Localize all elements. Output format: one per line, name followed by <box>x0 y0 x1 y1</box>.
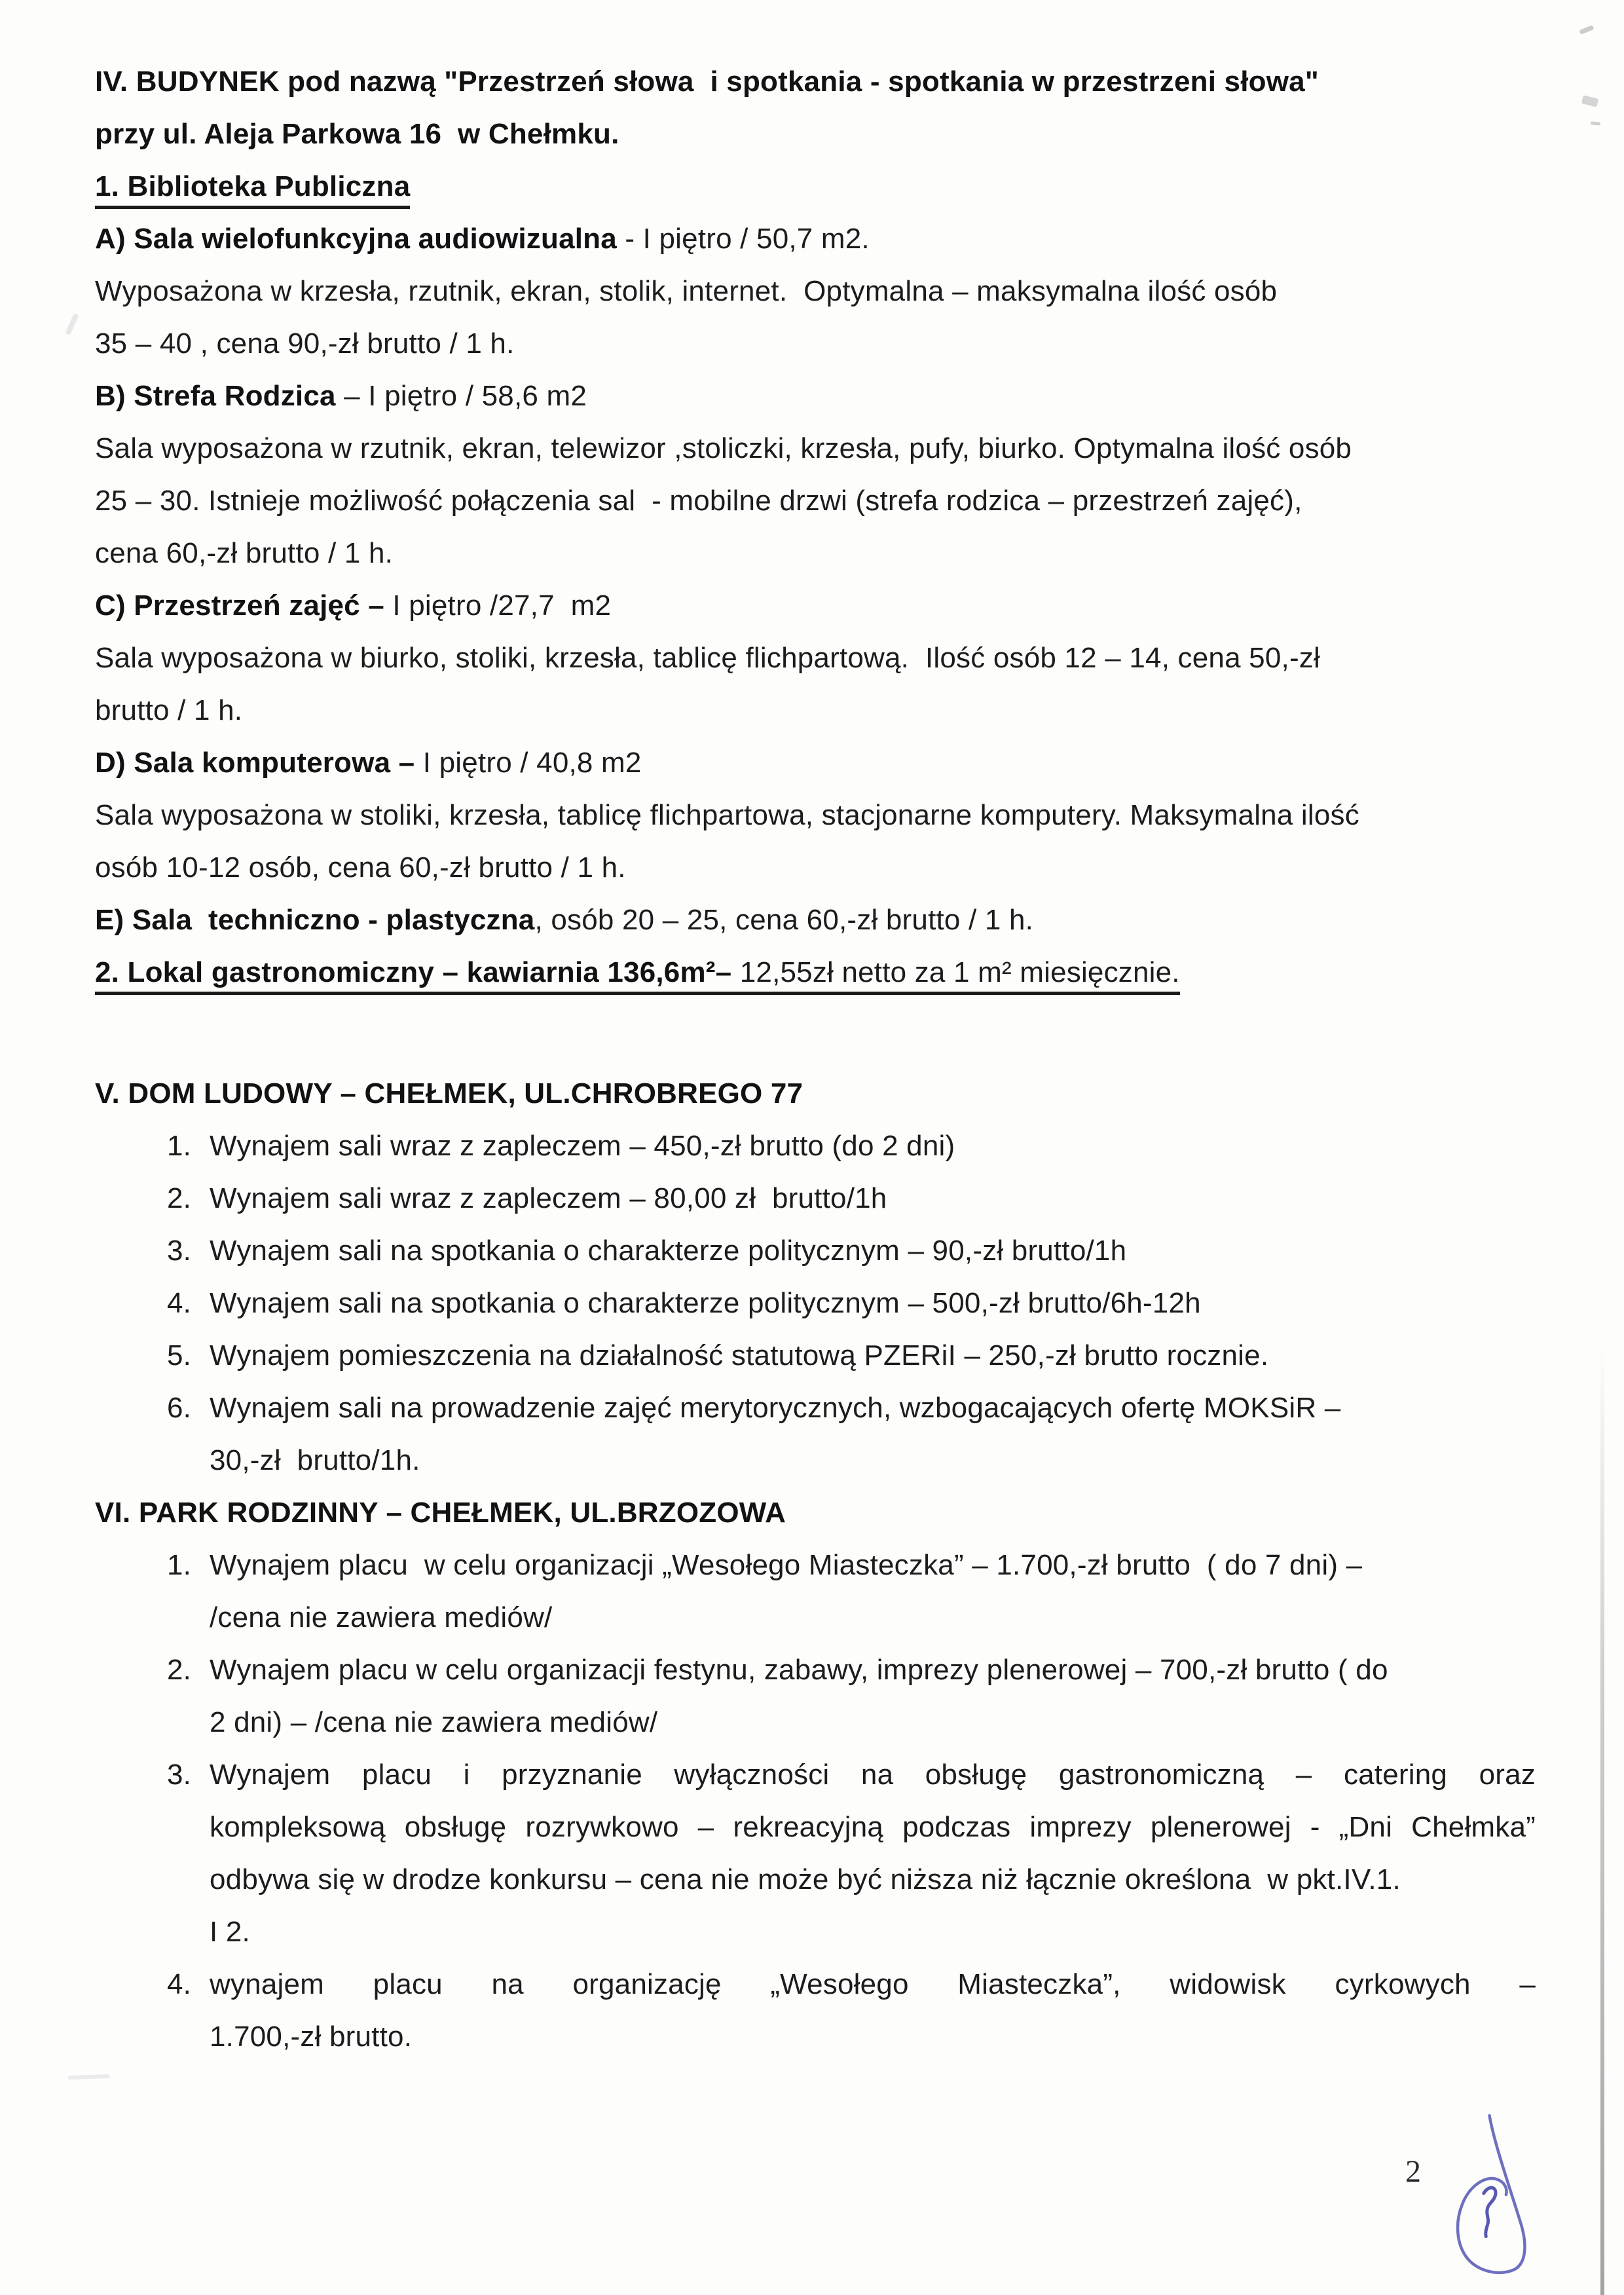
text-segment: Wynajem sali na prowadzenie zajęć merytorycznych, wzbogacających ofertę MOKSiR – <box>210 1392 1341 1424</box>
list-number: 3. <box>167 1235 192 1267</box>
text-line <box>95 737 1575 789</box>
list-number: 1. <box>167 1130 192 1162</box>
line-text <box>210 1235 1126 1267</box>
text-segment: – I piętro / 58,6 m2 <box>344 380 587 412</box>
text-segment: Sala wyposażona w biurko, stoliki, krzesła, tablicę flichpartową. Ilość osób 12 – 14, cena 50,-zł <box>95 642 1320 674</box>
text-segment: Wynajem placu i przyznanie wyłączności na obsługę gastronomiczną – catering oraz <box>210 1759 1536 1791</box>
line-text <box>210 1339 1268 1371</box>
text-segment: Wynajem sali na spotkania o charakterze politycznym – 90,-zł brutto/1h <box>210 1235 1127 1267</box>
text-segment: V. DOM LUDOWY – CHEŁMEK, UL.CHROBREGO 77 <box>95 1077 803 1110</box>
line-text <box>95 694 242 726</box>
line-text <box>95 380 587 412</box>
text-segment: 2. Lokal gastronomiczny – kawiarnia 136,6m²– <box>95 956 740 995</box>
scan-artifact-edge-line <box>1600 1343 1604 2295</box>
text-segment: E) Sala techniczno - plastyczna <box>95 904 535 936</box>
scan-artifact-speck <box>1579 25 1594 35</box>
text-segment: wynajem placu na organizację „Wesołego Miasteczka”, widowisk cyrkowych – <box>210 1968 1536 2000</box>
text-line <box>95 1068 1575 1120</box>
text-segment: A) Sala wielofunkcyjna audiowizualna <box>95 223 625 255</box>
line-text <box>210 1801 1536 1854</box>
list-item-line <box>95 1644 1575 1696</box>
list-number: 4. <box>167 1287 192 1319</box>
text-line <box>95 684 1575 737</box>
list-number: 3. <box>167 1759 192 1791</box>
list-item-line <box>95 1958 1575 2011</box>
text-line <box>95 527 1575 580</box>
text-segment: cena 60,-zł brutto / 1 h. <box>95 537 394 569</box>
text-segment: przy ul. Aleja Parkowa 16 w Chełmku. <box>95 118 619 150</box>
text-line <box>95 475 1575 527</box>
line-text <box>95 1077 803 1110</box>
line-text <box>95 851 626 884</box>
list-item-line <box>95 1382 1575 1434</box>
line-text <box>210 1601 552 1633</box>
list-number: 6. <box>167 1392 192 1424</box>
line-text <box>95 118 619 150</box>
text-line <box>95 1906 1575 1958</box>
text-segment: kompleksową obsługę rozrywkowo – rekreacyjną podczas imprezy plenerowej - „Dni Chełmka” <box>210 1811 1536 1843</box>
list-item-line <box>95 1172 1575 1225</box>
line-text <box>95 432 1352 464</box>
text-segment: 1. Biblioteka Publiczna <box>95 170 410 209</box>
text-segment: - I piętro / 50,7 m2. <box>625 223 870 255</box>
line-text <box>210 1130 955 1162</box>
line-text <box>95 1497 786 1529</box>
text-segment: odbywa się w drodze konkursu – cena nie może być niższa niż łącznie określona w pkt.IV.1. <box>210 1863 1401 1895</box>
text-line <box>95 1854 1575 1906</box>
line-text <box>210 1958 1536 2011</box>
line-text <box>95 65 1319 98</box>
text-segment: Wynajem sali wraz z zapleczem – 450,-zł brutto (do 2 dni) <box>210 1130 955 1162</box>
text-segment: Wynajem placu w celu organizacji „Wesołego Miasteczka” – 1.700,-zł brutto ( do 7 dni) – <box>210 1549 1363 1581</box>
text-segment: 12,55zł netto za 1 m² miesięcznie. <box>740 956 1180 995</box>
text-segment: 1.700,-zł brutto. <box>210 2021 413 2053</box>
text-line <box>95 370 1575 422</box>
list-item-line <box>95 1225 1575 1277</box>
text-segment: C) Przestrzeń zajęć – <box>95 589 393 622</box>
line-text <box>95 327 515 360</box>
text-line <box>95 213 1575 265</box>
text-segment: IV. BUDYNEK pod nazwą "Przestrzeń słowa i spotkania - spotkania w przestrzeni słowa" <box>95 65 1319 98</box>
text-segment: VI. PARK RODZINNY – CHEŁMEK, UL.BRZOZOWA <box>95 1497 786 1529</box>
text-segment: 25 – 30. Istnieje możliwość połączenia sal - mobilne drzwi (strefa rodzica – przestrzeń zajęć), <box>95 485 1302 517</box>
text-line <box>95 789 1575 842</box>
scan-artifact-speck <box>68 2074 110 2080</box>
text-line <box>95 1696 1575 1749</box>
text-line <box>95 422 1575 475</box>
line-text <box>95 223 870 255</box>
text-segment: I piętro /27,7 m2 <box>392 589 612 622</box>
text-segment: osób 10-12 osób, cena 60,-zł brutto / 1 h. <box>95 851 626 884</box>
text-segment: D) Sala komputerowa – <box>95 747 423 779</box>
line-text <box>95 275 1277 307</box>
line-text <box>210 1863 1401 1895</box>
text-line <box>95 108 1575 160</box>
page-number: 2 <box>1405 2154 1421 2189</box>
line-text <box>95 642 1320 674</box>
line-text <box>210 2021 412 2053</box>
list-number: 4. <box>167 1968 192 2000</box>
scan-artifact-speck <box>65 313 79 335</box>
list-number: 5. <box>167 1339 192 1371</box>
text-line <box>95 894 1575 946</box>
line-text <box>210 1287 1201 1319</box>
text-line <box>95 632 1575 684</box>
line-text <box>210 1182 887 1214</box>
scan-artifact-speck <box>1591 121 1600 125</box>
line-text <box>95 956 1180 995</box>
line-text <box>95 904 1033 936</box>
line-text <box>95 799 1359 831</box>
text-line <box>95 946 1575 999</box>
scan-artifact-speck <box>1581 95 1598 107</box>
list-number: 2. <box>167 1182 192 1214</box>
text-segment: 2 dni) – /cena nie zawiera mediów/ <box>210 1706 658 1738</box>
text-segment: Sala wyposażona w stoliki, krzesła, tablicę flichpartowa, stacjonarne komputery. Maksymalna ilość <box>95 799 1359 831</box>
handwritten-signature <box>1441 2105 1545 2286</box>
text-line <box>95 1592 1575 1644</box>
text-segment: Wynajem sali na spotkania o charakterze politycznym – 500,-zł brutto/6h-12h <box>210 1287 1201 1319</box>
list-item-line <box>95 1749 1575 1801</box>
text-segment: Wynajem placu w celu organizacji festynu, zabawy, imprezy plenerowej – 700,-zł brutto ( do <box>210 1654 1388 1686</box>
text-line <box>95 1487 1575 1539</box>
list-item-line <box>95 1120 1575 1172</box>
list-item-line <box>95 1330 1575 1382</box>
text-segment: 35 – 40 , cena 90,-zł brutto / 1 h. <box>95 327 515 360</box>
list-number: 2. <box>167 1654 192 1686</box>
text-segment: /cena nie zawiera mediów/ <box>210 1601 553 1633</box>
text-line <box>95 160 1575 213</box>
line-text <box>95 537 393 569</box>
text-segment: brutto / 1 h. <box>95 694 243 726</box>
line-text <box>210 1749 1536 1801</box>
line-text <box>210 1444 420 1476</box>
text-line <box>95 56 1575 108</box>
text-segment: I piętro / 40,8 m2 <box>422 747 642 779</box>
line-text <box>95 485 1302 517</box>
text-segment: I 2. <box>210 1916 250 1948</box>
line-text <box>210 1549 1362 1581</box>
line-text <box>210 1392 1340 1424</box>
text-segment: , osób 20 – 25, cena 60,-zł brutto / 1 h. <box>534 904 1034 936</box>
text-line <box>95 1434 1575 1487</box>
text-line <box>95 265 1575 318</box>
line-text <box>95 747 642 779</box>
text-segment: Wynajem pomieszczenia na działalność statutową PZERiI – 250,-zł brutto rocznie. <box>210 1339 1269 1371</box>
text-line <box>95 318 1575 370</box>
text-segment: B) Strefa Rodzica <box>95 380 344 412</box>
line-text <box>210 1706 657 1738</box>
line-text <box>210 1654 1388 1686</box>
line-text <box>210 1916 250 1948</box>
text-line <box>95 842 1575 894</box>
line-text <box>95 170 410 209</box>
text-segment: Wynajem sali wraz z zapleczem – 80,00 zł brutto/1h <box>210 1182 887 1214</box>
document-lines <box>95 56 1575 2063</box>
text-segment: 30,-zł brutto/1h. <box>210 1444 420 1476</box>
text-segment: Sala wyposażona w rzutnik, ekran, telewizor ,stoliczki, krzesła, pufy, biurko. Optymalna ilość osób <box>95 432 1352 464</box>
text-line <box>95 1801 1575 1854</box>
list-number: 1. <box>167 1549 192 1581</box>
text-line <box>95 580 1575 632</box>
text-line <box>95 2011 1575 2063</box>
list-item-line <box>95 1539 1575 1592</box>
text-segment: Wyposażona w krzesła, rzutnik, ekran, stolik, internet. Optymalna – maksymalna ilość osób <box>95 275 1278 307</box>
line-text <box>95 589 611 622</box>
list-item-line <box>95 1277 1575 1330</box>
